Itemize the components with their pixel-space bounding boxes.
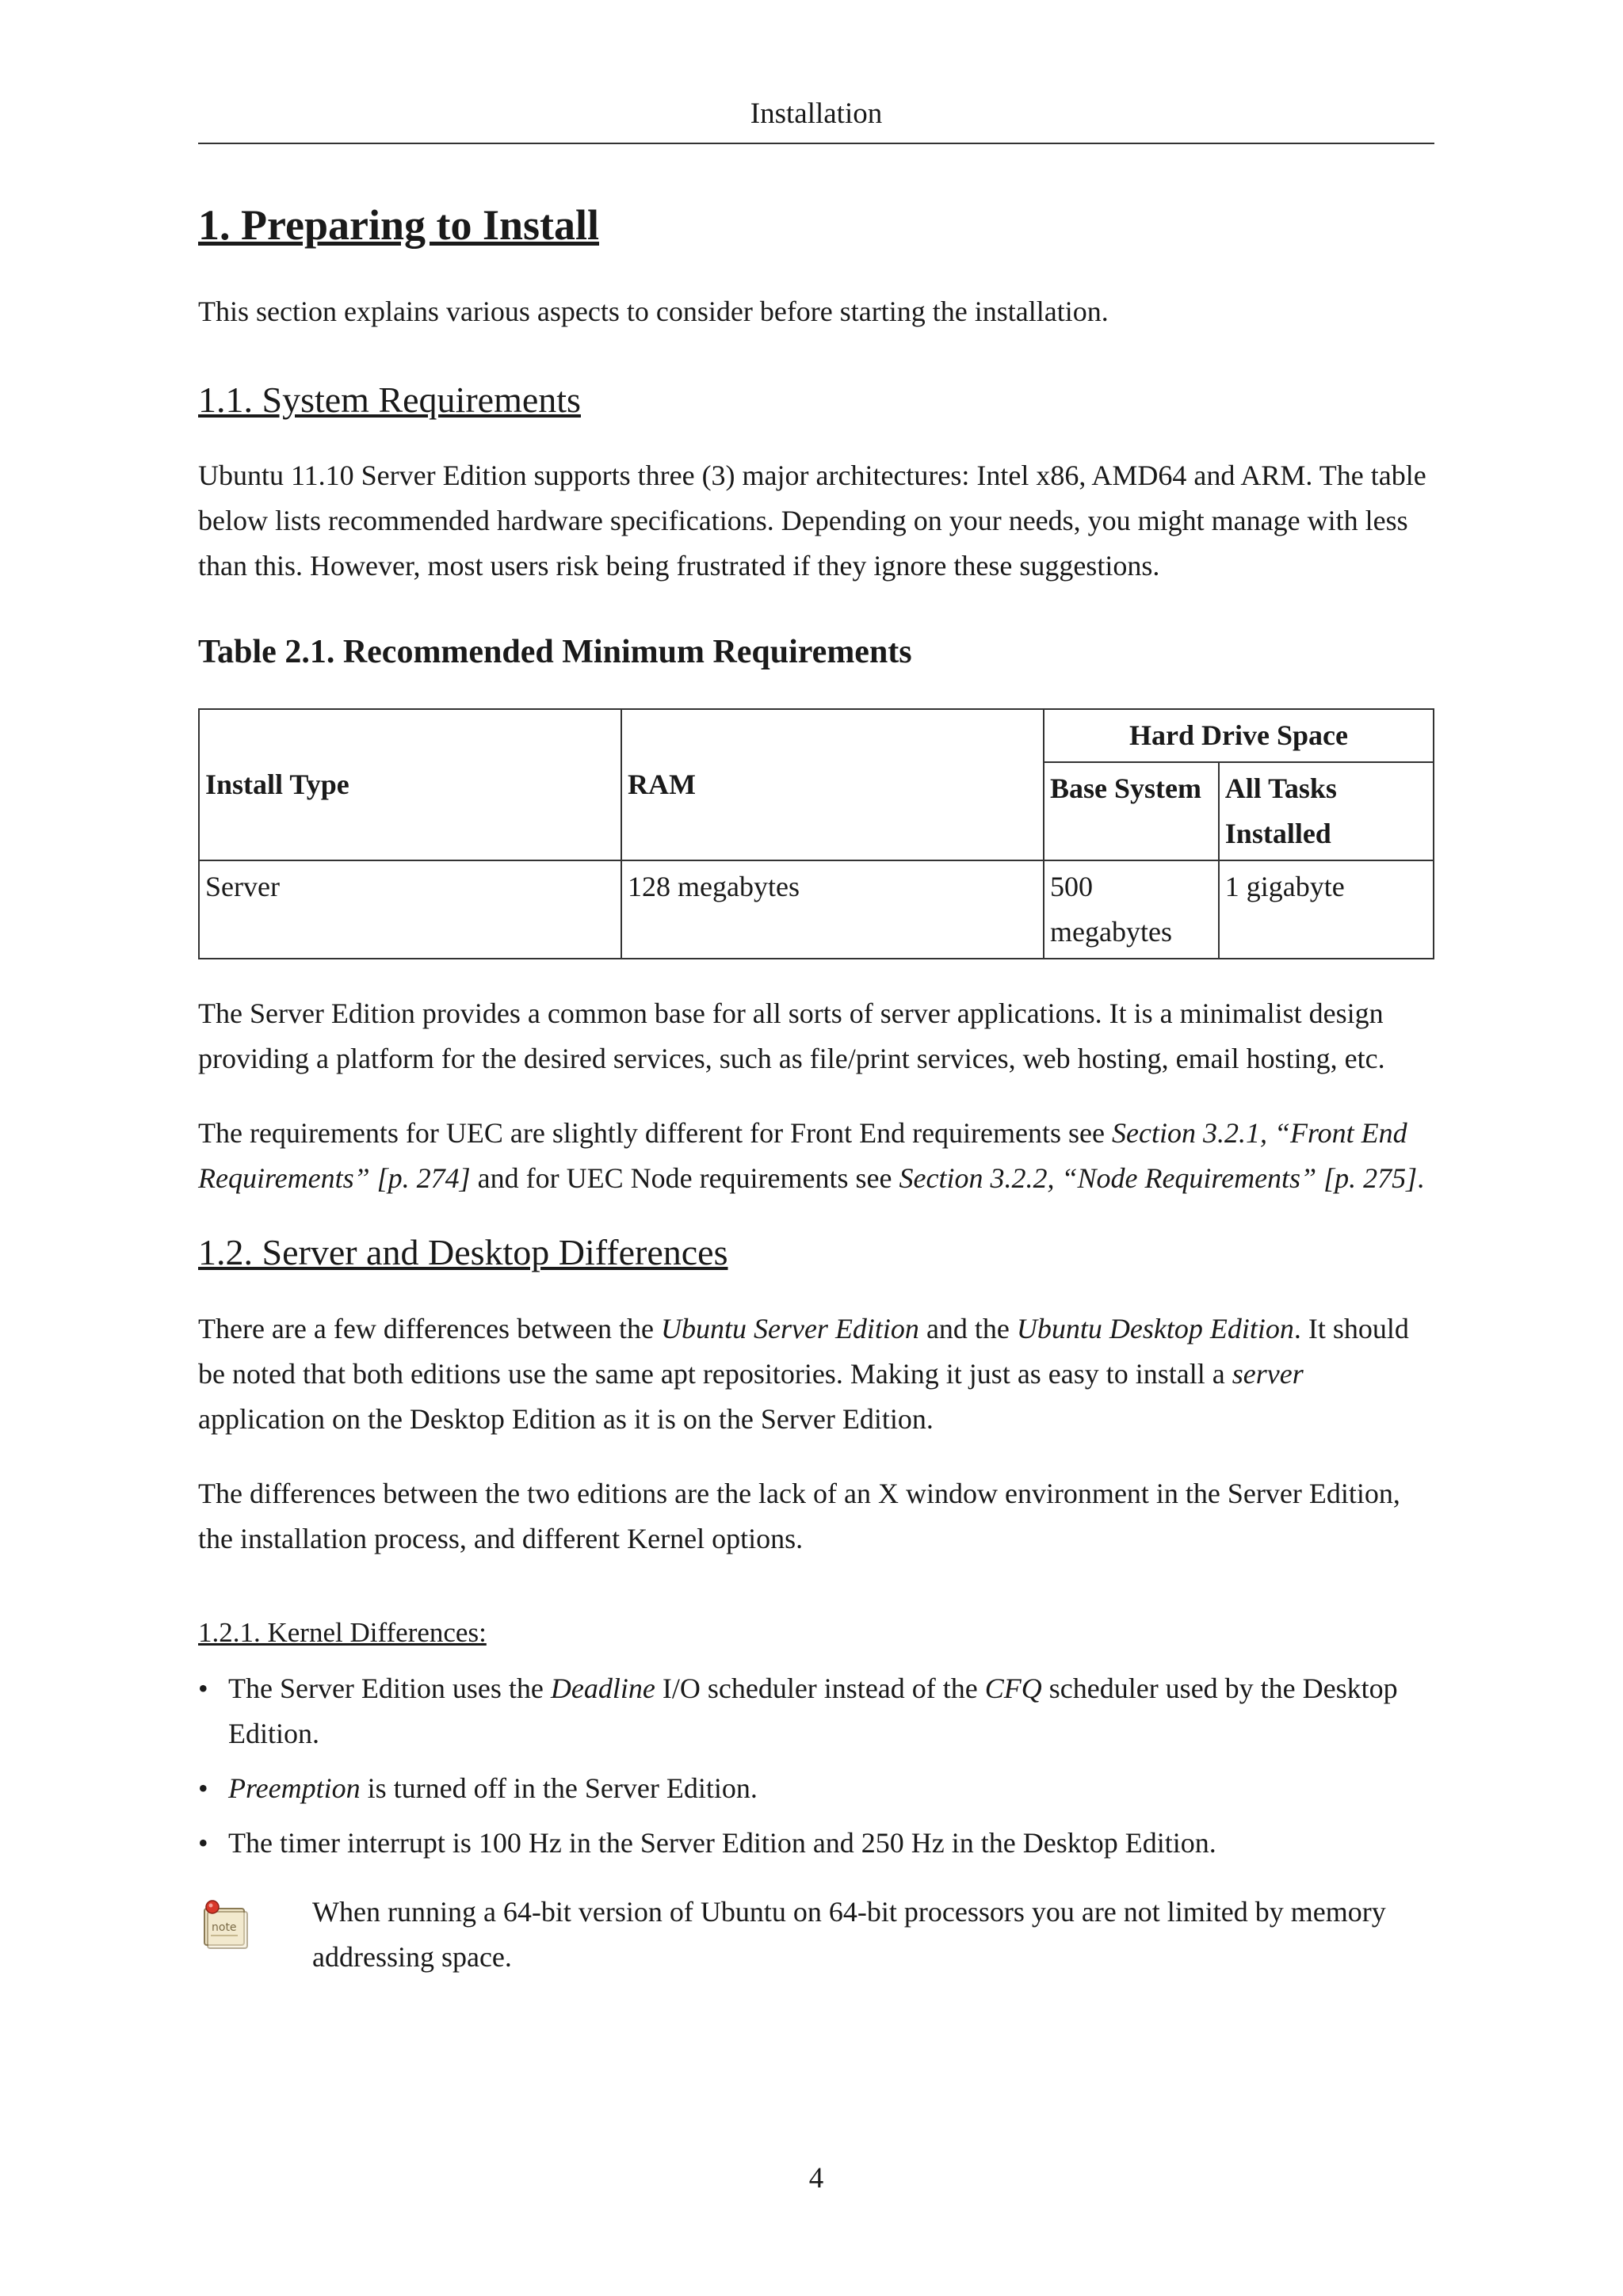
note-box	[198, 1890, 1434, 1980]
note-icon-label: note	[212, 1921, 237, 1935]
differences-heading: 1.2. Server and Desktop Differences	[198, 1232, 728, 1273]
system-requirements-paragraph: Ubuntu 11.10 Server Edition supports three (3) major architectures: Intel x86, AMD64 and ARM. The table below lists recommended hardware specifications. Depending on your needs, you might manage with less than this. However, most users risk being frustrated if they ignore these suggestions.	[198, 459, 1426, 582]
server-term: server	[1232, 1357, 1304, 1390]
item2-text-b: is turned off in the Server Edition.	[360, 1772, 758, 1805]
uec-text-2: and for UEC Node requirements see	[470, 1162, 899, 1195]
uec-paragraph	[198, 1111, 1434, 1201]
kernel-differences-list	[198, 1666, 1434, 1866]
header-hard-drive-space: Hard Drive Space	[1044, 709, 1434, 762]
document-page	[198, 0, 1434, 2296]
deadline-term: Deadline	[550, 1672, 655, 1705]
item1-text-c: scheduler used by the Desktop Edition.	[228, 1672, 1398, 1750]
differences-paragraph-1	[198, 1306, 1434, 1442]
kernel-differences-heading: 1.2.1. Kernel Differences:	[198, 1616, 487, 1648]
front-end-requirements-link[interactable]: Section 3.2.1, “Front End Requirements” [p. 274]	[198, 1117, 1407, 1195]
server-edition-paragraph: The Server Edition provides a common base for all sorts of server applications. It is a minimalist design providing a platform for the desired services, such as file/print services, web hosting, email hosting, etc.	[198, 997, 1385, 1075]
table-header-row	[199, 709, 1434, 762]
cell-install-type: Server	[199, 860, 621, 959]
note-icon	[198, 1890, 312, 1954]
diff-text-a: There are a few differences between the	[198, 1312, 661, 1344]
list-item	[198, 1766, 1434, 1811]
note-text: When running a 64-bit version of Ubuntu on 64-bit processors you are not limited by memory addressing space.	[312, 1896, 1386, 1974]
page-content	[198, 200, 1434, 1980]
diff-text-b: and the	[918, 1312, 1017, 1344]
requirements-table	[198, 708, 1434, 959]
bullet: •	[198, 1672, 208, 1705]
cell-base-system: 500 megabytes	[1044, 860, 1219, 959]
bullet: •	[198, 1827, 208, 1859]
diff-text-c: . It should be noted that both editions use the same apt repositories. Making it just as easy to install a	[198, 1312, 1409, 1390]
system-requirements-heading: 1.1. System Requirements	[198, 379, 581, 420]
header-install-type: Install Type	[199, 709, 621, 860]
node-requirements-link[interactable]: Section 3.2.2, “Node Requirements” [p. 275]	[899, 1162, 1418, 1195]
header-base-system: Base System	[1044, 762, 1219, 860]
uec-text-3: .	[1417, 1162, 1425, 1195]
table-title: Table 2.1. Recommended Minimum Requirements	[198, 633, 912, 670]
bullet: •	[198, 1772, 208, 1805]
ubuntu-desktop-edition-term: Ubuntu Desktop Edition	[1016, 1312, 1294, 1344]
list-item	[198, 1666, 1434, 1756]
header-rule	[198, 143, 1434, 144]
item1-text-a: The Server Edition uses the	[228, 1672, 551, 1705]
differences-paragraph-2: The differences between the two editions are the lack of an X window environment in the Server Edition, the installation process, and different Kernel options.	[198, 1477, 1400, 1554]
section-title: 1. Preparing to Install	[198, 201, 600, 249]
ubuntu-server-edition-term: Ubuntu Server Edition	[660, 1312, 919, 1344]
list-item	[198, 1821, 1434, 1866]
section-intro: This section explains various aspects to consider before starting the installation.	[198, 295, 1109, 327]
cfq-term: CFQ	[984, 1672, 1042, 1705]
running-header: Installation	[750, 97, 883, 130]
header-all-tasks: All Tasks Installed	[1219, 762, 1434, 860]
preemption-term: Preemption	[228, 1772, 361, 1805]
item3-text: The timer interrupt is 100 Hz in the Server Edition and 250 Hz in the Desktop Edition.	[228, 1827, 1216, 1859]
page-number: 4	[808, 2162, 824, 2195]
cell-ram: 128 megabytes	[621, 860, 1044, 959]
diff-text-d: application on the Desktop Edition as it is on the Server Edition.	[198, 1402, 934, 1435]
header-ram: RAM	[621, 709, 1044, 860]
cell-all-tasks: 1 gigabyte	[1219, 860, 1434, 959]
table-row	[199, 860, 1434, 959]
item1-text-b: I/O scheduler instead of the	[655, 1672, 985, 1705]
uec-text-1: The requirements for UEC are slightly different for Front End requirements see	[198, 1117, 1112, 1150]
